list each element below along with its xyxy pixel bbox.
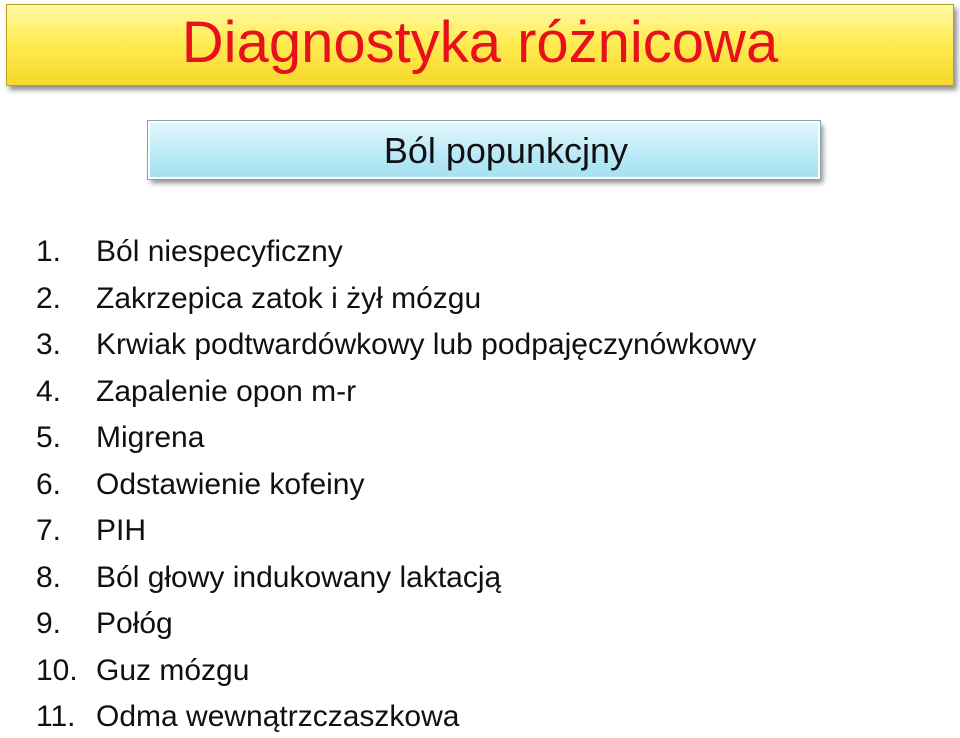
list-item-text: Guz mózgu: [96, 653, 250, 687]
list-item-number: 1.: [36, 235, 62, 268]
subtitle-banner: [148, 121, 820, 179]
list-item-text: Ból głowy indukowany laktacją: [96, 560, 502, 594]
list-item-number: 10.: [36, 653, 78, 687]
list-item-text: Połóg: [96, 607, 173, 640]
slide-subtitle: Ból popunkcjny: [383, 130, 628, 171]
list-item-number: 2.: [36, 281, 62, 315]
list-item-number: 4.: [36, 374, 62, 408]
list-item-number: 11.: [36, 700, 76, 733]
slide-title: Diagnostyka różnicowa: [181, 10, 779, 75]
list-item-text: Krwiak podtwardówkowy lub podpajęczynówkowy: [96, 328, 757, 361]
list-item-number: 5.: [36, 421, 62, 454]
list-item-text: Zapalenie opon m-r: [96, 374, 357, 408]
list-item-number: 8.: [36, 560, 62, 594]
list-item-number: 3.: [36, 328, 62, 361]
list-item-text: Odma wewnątrzczaszkowa: [96, 700, 460, 733]
list-item-text: Ból niespecyficzny: [96, 235, 343, 268]
list-item-number: 7.: [36, 514, 62, 547]
list-item-number: 6.: [36, 467, 62, 501]
title-banner: [6, 4, 954, 86]
list-item-number: 9.: [36, 607, 62, 640]
list-item-text: Odstawienie kofeiny: [96, 467, 365, 501]
list-item-text: Zakrzepica zatok i żył mózgu: [96, 281, 482, 315]
list-item-text: Migrena: [96, 421, 205, 454]
list-item-text: PIH: [96, 514, 147, 547]
